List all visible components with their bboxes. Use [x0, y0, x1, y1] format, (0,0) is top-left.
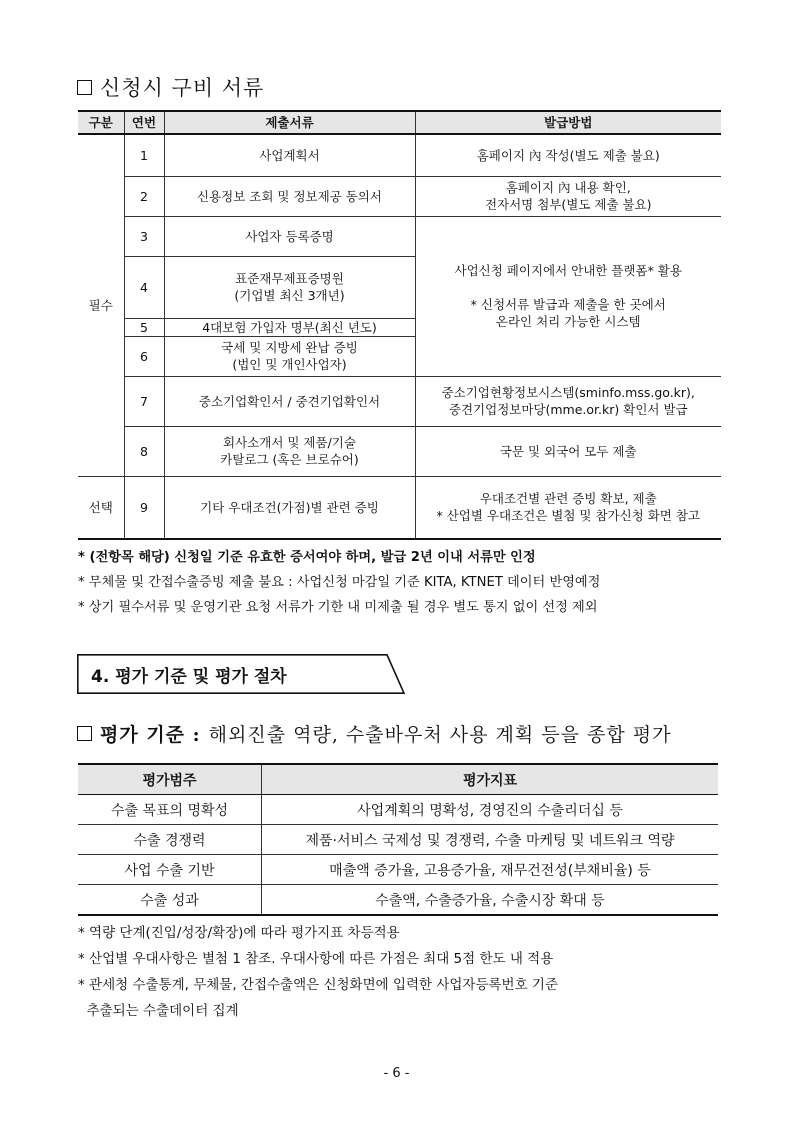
- header-document: 제출서류: [164, 111, 415, 134]
- row-document: 사업자 등록증명: [164, 216, 415, 256]
- row-method: 우대조건별 관련 증빙 확보, 제출 * 산업별 우대조건은 별첨 및 참가신청 화면 참고: [415, 476, 721, 539]
- evaluation-criteria-table: [78, 763, 718, 916]
- row-number: 5: [124, 318, 164, 336]
- eval-category: 수출 경쟁력: [78, 825, 262, 855]
- row-number: 1: [124, 134, 164, 176]
- note-line: * 역량 단계(진입/성장/확장)에 따라 평가지표 차등적용: [78, 925, 400, 941]
- checkbox-square-icon: [77, 80, 92, 95]
- category-optional: 선택: [78, 476, 124, 539]
- category-required: 필수: [78, 134, 124, 476]
- note-line: * 관세청 수출통계, 무체물, 간접수출액은 신청화면에 입력한 사업자등록번호 기준: [78, 977, 559, 993]
- row-document: 신용정보 조회 및 정보제공 동의서: [164, 176, 415, 216]
- eval-category: 수출 성과: [78, 885, 262, 916]
- header-method: 발급방법: [415, 111, 721, 134]
- section-title-documents: [77, 72, 264, 102]
- row-document: 사업계획서: [164, 134, 415, 176]
- row-method: 국문 및 외국어 모두 제출: [415, 426, 721, 476]
- table-row: [78, 176, 721, 216]
- header-number: 연번: [124, 111, 164, 134]
- row-number: 4: [124, 256, 164, 318]
- table-row: [78, 426, 721, 476]
- table-row: [78, 376, 721, 426]
- section-title-evaluation: [77, 720, 671, 747]
- table-row: [78, 795, 718, 825]
- row-number: 9: [124, 476, 164, 539]
- eval-indicator: 매출액 증가율, 고용증가율, 재무건전성(부채비율) 등: [262, 855, 719, 885]
- section-title-rest: 해외진출 역량, 수출바우처 사용 계획 등을 종합 평가: [208, 724, 672, 746]
- row-number: 6: [124, 336, 164, 376]
- document-notes: [78, 545, 600, 620]
- row-method: 중소기업현황정보시스템(sminfo.mss.go.kr), 중견기업정보마당(mme.or.kr) 확인서 발급: [415, 376, 721, 426]
- table-header-row: [78, 111, 721, 134]
- note-line: 추출되는 수출데이터 집계: [78, 1003, 239, 1019]
- eval-category: 사업 수출 기반: [78, 855, 262, 885]
- table-header-row: [78, 764, 718, 795]
- row-document: 4대보험 가입자 명부(최신 년도): [164, 318, 415, 336]
- row-number: 2: [124, 176, 164, 216]
- row-number: 3: [124, 216, 164, 256]
- eval-indicator: 사업계획의 명확성, 경영진의 수출리더십 등: [262, 795, 719, 825]
- table-row: [78, 216, 721, 256]
- row-document: 국세 및 지방세 완납 증빙 (법인 및 개인사업자): [164, 336, 415, 376]
- table-row: [78, 825, 718, 855]
- row-method: 홈페이지 內 내용 확인, 전자서명 첨부(별도 제출 불요): [415, 176, 721, 216]
- section-title-bold: 평가 기준 :: [100, 724, 201, 746]
- row-number: 8: [124, 426, 164, 476]
- note-line: * 상기 필수서류 및 운영기관 요청 서류가 기한 내 미제출 될 경우 별도 통지 없이 선정 제외: [78, 600, 598, 615]
- row-document: 중소기업확인서 / 중견기업확인서: [164, 376, 415, 426]
- section-banner-title: 4. 평가 기준 및 평가 절차: [91, 667, 287, 687]
- row-document: 표준재무제표증명원 (기업별 최신 3개년): [164, 256, 415, 318]
- note-line: * 산업별 우대사항은 별첨 1 참조. 우대사항에 따른 가점은 최대 5점 한도 내 적용: [78, 951, 554, 967]
- row-method: 홈페이지 內 작성(별도 제출 불요): [415, 134, 721, 176]
- note-line: * 무체물 및 간접수출증빙 제출 불요 : 사업신청 마감일 기준 KITA, KTNET 데이터 반영예정: [78, 575, 601, 590]
- merged-method-platform: 사업신청 페이지에서 안내한 플랫폼* 활용 * 신청서류 발급과 제출을 한 곳에서 온라인 처리 가능한 시스템: [415, 216, 721, 376]
- eval-indicator: 수출액, 수출증가율, 수출시장 확대 등: [262, 885, 719, 916]
- header-eval-indicator: 평가지표: [262, 764, 719, 795]
- table-row: [78, 855, 718, 885]
- table-row: [78, 885, 718, 916]
- eval-category: 수출 목표의 명확성: [78, 795, 262, 825]
- eval-indicator: 제품·서비스 국제성 및 경쟁력, 수출 마케팅 및 네트워크 역량: [262, 825, 719, 855]
- note-line: * (전항목 해당) 신청일 기준 유효한 증서여야 하며, 발급 2년 이내 서류만 인정: [78, 550, 536, 565]
- section-title-text: 신청시 구비 서류: [100, 76, 265, 100]
- header-eval-category: 평가범주: [78, 764, 262, 795]
- required-documents-table: [78, 110, 721, 540]
- page-number: - 6 -: [383, 1066, 410, 1081]
- table-row: [78, 134, 721, 176]
- checkbox-square-icon: [77, 726, 92, 741]
- evaluation-notes: [78, 920, 558, 1024]
- table-row: [78, 476, 721, 539]
- row-document: 회사소개서 및 제품/기술 카탈로그 (혹은 브로슈어): [164, 426, 415, 476]
- row-number: 7: [124, 376, 164, 426]
- header-category: 구분: [78, 111, 124, 134]
- row-document: 기타 우대조건(가점)별 관련 증빙: [164, 476, 415, 539]
